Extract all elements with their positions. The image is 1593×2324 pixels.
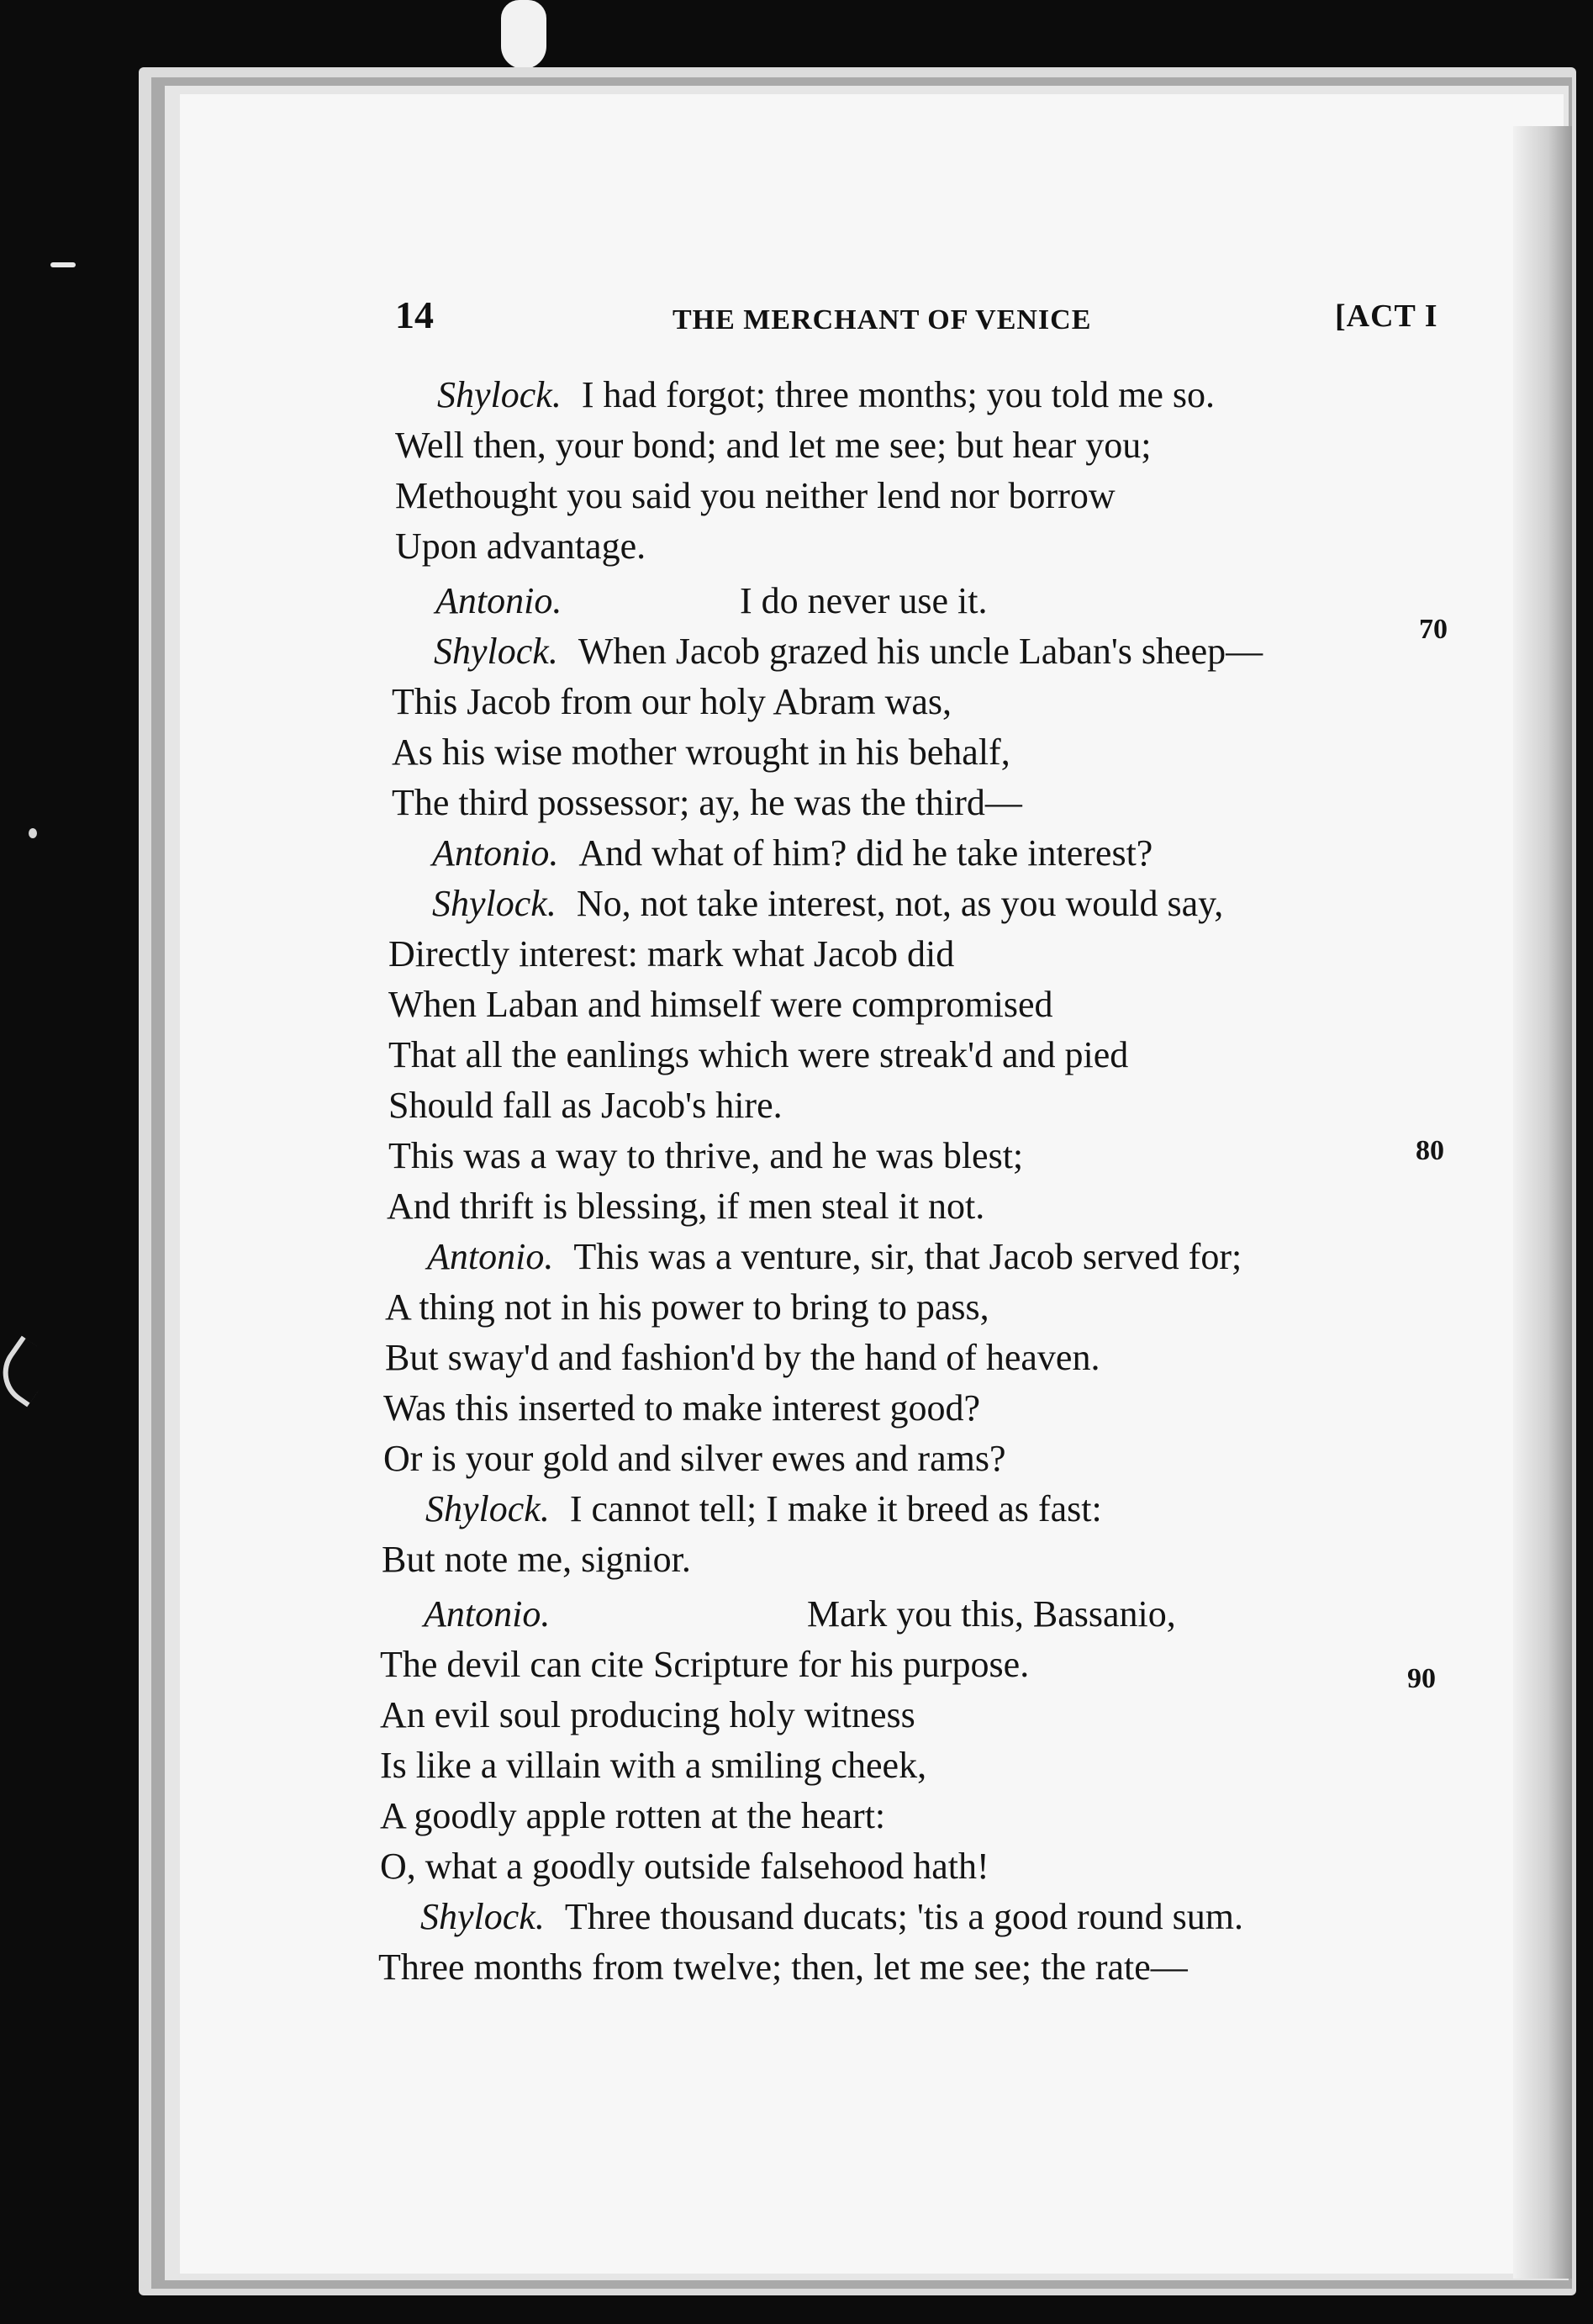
line-text: Methought you said you neither lend nor borrow — [395, 475, 1116, 516]
verse-line — [382, 1534, 691, 1585]
verse-line — [427, 1232, 1242, 1282]
line-text: As his wise mother wrought in his behalf, — [392, 732, 1010, 773]
film-mark — [29, 828, 37, 838]
verse-line — [425, 1484, 1102, 1534]
verse-line — [434, 626, 1263, 677]
verse-line — [388, 1080, 783, 1131]
line-text: This was a way to thrive, and he was blest; — [388, 1135, 1024, 1176]
film-blot — [501, 0, 546, 69]
verse-line — [380, 1791, 885, 1841]
speaker-name: Antonio. — [435, 580, 562, 621]
line-text: And what of him? did he take interest? — [578, 832, 1153, 874]
line-text: Should fall as Jacob's hire. — [388, 1085, 783, 1126]
verse-line — [388, 980, 1053, 1030]
page-gutter-shadow — [1513, 126, 1572, 2279]
line-text: O, what a goodly outside falsehood hath! — [380, 1846, 989, 1887]
speaker-name: Shylock. — [432, 883, 556, 924]
line-text: Three thousand ducats; 'tis a good round sum. — [564, 1896, 1243, 1937]
line-text: But note me, signior. — [382, 1539, 691, 1580]
line-text: A thing not in his power to bring to pass, — [385, 1286, 989, 1328]
verse-line — [380, 1841, 989, 1892]
line-text: That all the eanlings which were streak'd and pied — [388, 1034, 1129, 1075]
verse-line — [383, 1434, 1005, 1484]
verse-line — [383, 1383, 980, 1434]
line-text: Directly interest: mark what Jacob did — [388, 933, 955, 974]
line-text: And thrift is blessing, if men steal it not. — [387, 1186, 985, 1227]
verse-line — [437, 370, 1215, 420]
verse-line — [395, 521, 646, 572]
verse-line — [385, 1282, 989, 1333]
verse-line — [388, 929, 954, 980]
page-number: 14 — [395, 293, 434, 336]
verse-line — [388, 1030, 1128, 1080]
line-text: No, not take interest, not, as you would say, — [576, 883, 1224, 924]
line-text: An evil soul producing holy witness — [380, 1694, 915, 1735]
speaker-name: Antonio. — [424, 1593, 551, 1635]
verse-line — [392, 727, 1010, 778]
line-text: I do never use it. — [740, 580, 988, 621]
line-text: A goodly apple rotten at the heart: — [380, 1795, 886, 1836]
line-number: 90 — [1407, 1663, 1436, 1694]
verse-line — [380, 1740, 926, 1791]
verse-line — [380, 1690, 915, 1740]
speaker-name: Shylock. — [437, 374, 562, 415]
line-text: This Jacob from our holy Abram was, — [392, 681, 952, 722]
line-number: 80 — [1416, 1135, 1444, 1166]
line-text: But sway'd and fashion'd by the hand of heaven. — [385, 1337, 1100, 1378]
running-title: THE MERCHANT OF VENICE — [673, 304, 1092, 335]
film-mark — [0, 1335, 59, 1407]
speaker-name: Shylock. — [434, 631, 558, 672]
running-header — [0, 293, 1593, 343]
line-text: Mark you this, Bassanio, — [807, 1593, 1176, 1635]
verse-line — [432, 879, 1223, 929]
line-text: Upon advantage. — [395, 526, 646, 567]
verse-line — [380, 1640, 1029, 1690]
verse-line — [378, 1942, 1188, 1993]
line-text: I cannot tell; I make it breed as fast: — [569, 1488, 1102, 1529]
line-text: Three months from twelve; then, let me see; the rate— — [378, 1946, 1188, 1988]
speaker-name: Shylock. — [425, 1488, 550, 1529]
verse-line — [432, 828, 1153, 879]
line-text: Was this inserted to make interest good? — [383, 1387, 981, 1429]
verse-line — [392, 677, 952, 727]
speaker-name: Shylock. — [420, 1896, 545, 1937]
line-text: When Laban and himself were compromised — [388, 984, 1053, 1025]
speaker-name: Antonio. — [432, 832, 559, 874]
verse-line — [420, 1892, 1243, 1942]
line-text: Or is your gold and silver ewes and rams? — [383, 1438, 1006, 1479]
line-text: Is like a villain with a smiling cheek, — [380, 1745, 927, 1786]
act-label: [ACT I — [1335, 298, 1438, 334]
verse-line — [388, 1131, 1023, 1181]
line-text: Well then, your bond; and let me see; but hear you; — [395, 425, 1152, 466]
line-text: This was a venture, sir, that Jacob served for; — [573, 1236, 1242, 1277]
line-text: The devil can cite Scripture for his purpose. — [380, 1644, 1030, 1685]
verse-line — [435, 576, 987, 626]
line-text: The third possessor; ay, he was the third— — [392, 782, 1022, 823]
verse-line — [385, 1333, 1100, 1383]
verse-line — [424, 1589, 1176, 1640]
verse-line — [387, 1181, 984, 1232]
line-text: When Jacob grazed his uncle Laban's sheep— — [578, 631, 1263, 672]
verse-line — [395, 471, 1116, 521]
film-mark — [50, 262, 76, 267]
speaker-name: Antonio. — [427, 1236, 554, 1277]
line-number: 70 — [1419, 614, 1448, 645]
verse-line — [395, 420, 1151, 471]
line-text: I had forgot; three months; you told me so. — [581, 374, 1216, 415]
verse-line — [392, 778, 1022, 828]
